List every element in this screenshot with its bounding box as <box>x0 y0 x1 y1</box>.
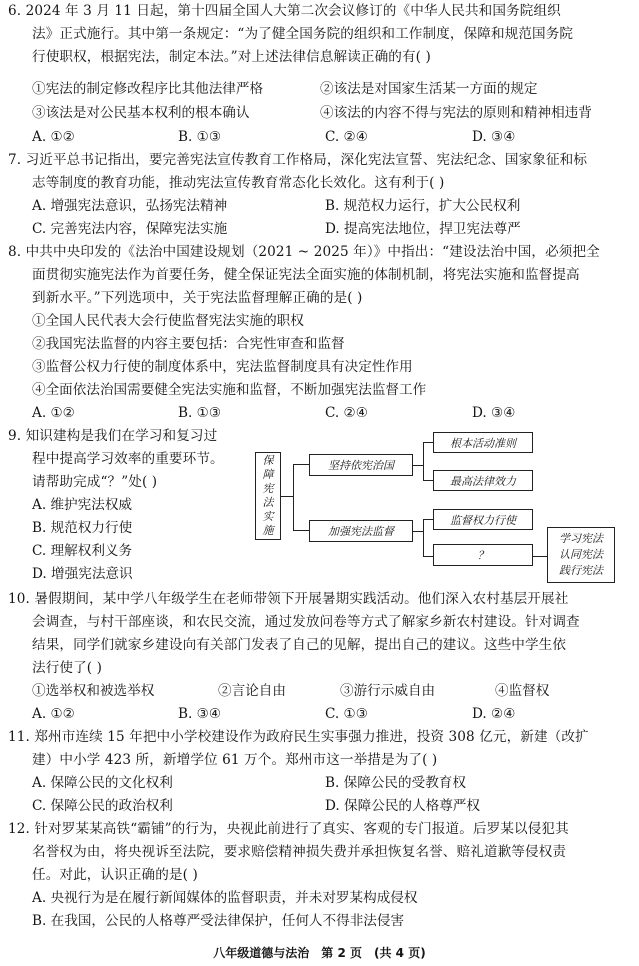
q9-stem-line-2: 程中提高学习效率的重要环节。 <box>32 451 224 467</box>
q8-stem-line-3: 到新水平。”下列选项中，关于宪法监督理解正确的是( ) <box>32 290 363 306</box>
q7-option-d: D. 提高宪法地位，捍卫宪法尊严 <box>325 221 521 237</box>
q10-option-d: D. ②④ <box>472 706 516 722</box>
q11-option-b: B. 保障公民的受教育权 <box>325 775 466 791</box>
connector <box>423 519 433 520</box>
diagram-leaf-line: 学习宪法 <box>559 532 603 545</box>
q9-option-a: A. 维护宪法权威 <box>32 497 133 513</box>
q6-statement-3: ③该法是对公民基本权利的根本确认 <box>32 105 250 121</box>
q8-statement-3: ③监督公权力行使的制度体系中，宪法监督制度具有决定性作用 <box>32 359 413 375</box>
q8-option-d: D. ③④ <box>472 405 516 421</box>
connector <box>293 464 294 530</box>
q8-statement-4: ④全面依法治国需要健全宪法实施和监督，不断加强宪法监督工作 <box>32 382 427 398</box>
connector <box>423 442 433 443</box>
q9-option-d: D. 增强宪法意识 <box>32 566 133 582</box>
connector <box>423 480 433 481</box>
q10-statement-4: ④监督权 <box>495 683 550 699</box>
diagram-branch-rule-by-constitution: 坚持依宪治国 <box>309 454 413 476</box>
diagram-leaf-question-mark: ？ <box>433 544 533 566</box>
q12-stem-line-2: 名誉权为由，将央视诉至法院，要求赔偿精神损失费并承担恢复名誉、赔礼道歉等侵权责 <box>32 844 567 860</box>
diagram-root-char: 障 <box>262 468 274 481</box>
connector <box>293 464 309 465</box>
diagram-root-char: 实 <box>262 510 274 523</box>
q10-stem-line-3: 结果，同学们就家乡建设向有关部门发表了自己的见解，提出自己的建议。这些中学生依 <box>32 637 567 653</box>
connector <box>423 519 424 556</box>
q10-option-b: B. ③④ <box>178 706 222 722</box>
q6-statement-2: ②该法是对国家生活某一方面的规定 <box>320 81 538 97</box>
q12-stem-line-3: 任。对此，认识正确的是( ) <box>32 867 198 883</box>
q10-option-a: A. ①② <box>32 706 75 722</box>
q7-stem-line-2: 志等制度的教育功能，推动宪法宣传教育常态化长效化。这有利于( ) <box>32 175 445 191</box>
diagram-root-char: 宪 <box>262 482 274 495</box>
q8-option-c: C. ②④ <box>325 405 368 421</box>
q10-option-c: C. ①③ <box>325 706 368 722</box>
q8-option-a: A. ①② <box>32 405 75 421</box>
q11-option-a: A. 保障公民的文化权利 <box>32 775 173 791</box>
page-footer: 八年级道德与法治 第 2 页 (共 4 页) <box>213 946 426 960</box>
diagram-root-char: 保 <box>262 454 274 467</box>
diagram-leaf-supervise-power: 监督权力行使 <box>433 509 533 530</box>
q6-option-d: D. ③④ <box>472 129 516 145</box>
q6-stem-line-3: 行使职权，根据宪法，制定本法。”对上述法律信息解读正确的有( ) <box>32 49 431 65</box>
q6-stem-line-2: 法》正式施行。其中第一条规定：“为了健全国务院的组织和工作制度，保障和规范国务院 <box>32 26 574 42</box>
q6-statement-4: ④该法的内容不得与宪法的原则和精神相违背 <box>320 105 592 121</box>
q12-option-b: B. 在我国，公民的人格尊严受法律保护，任何人不得非法侵害 <box>32 913 405 929</box>
connector <box>281 496 293 497</box>
q9-option-b: B. 规范权力行使 <box>32 520 133 536</box>
q9-stem-line-1: 9. 知识建构是我们在学习和复习过 <box>8 428 218 444</box>
q7-option-a: A. 增强宪法意识，弘扬宪法精神 <box>32 198 228 214</box>
diagram-branch-constitution-supervision: 加强宪法监督 <box>309 520 413 542</box>
diagram-leaf-learn-identify-practice <box>547 527 615 583</box>
q7-stem-line-1: 7. 习近平总书记指出，要完善宪法宣传教育工作格局，深化宪法宣誓、宪法纪念、国家象征和标 <box>8 152 588 168</box>
q12-option-a: A. 央视行为是在履行新闻媒体的监督职责，并未对罗某构成侵权 <box>32 890 418 906</box>
q11-stem-line-2: 建）中小学 423 所，新增学位 61 万个。郑州市这一举措是为了( ) <box>32 752 438 768</box>
connector <box>413 531 423 532</box>
q9-option-c: C. 理解权利义务 <box>32 543 133 559</box>
q9-stem-line-3: 请帮助完成“？”处( ) <box>32 474 158 490</box>
connector <box>413 465 423 466</box>
connector <box>533 556 547 557</box>
q11-stem-line-1: 11. 郑州市连续 15 年把中小学校建设作为政府民生实事强力推进，投资 308 亿元，新建（改扩 <box>8 729 589 745</box>
q10-statement-1: ①选举权和被选举权 <box>32 683 155 699</box>
connector <box>293 530 309 531</box>
connector <box>423 556 433 557</box>
diagram-leaf-supreme-legal-effect: 最高法律效力 <box>433 470 533 491</box>
q10-statement-2: ②言论自由 <box>218 683 286 699</box>
q6-option-b: B. ①③ <box>178 129 222 145</box>
q11-option-d: D. 保障公民的人格尊严权 <box>325 798 480 814</box>
q7-option-c: C. 完善宪法内容，保障宪法实施 <box>32 221 228 237</box>
diagram-root-box <box>255 452 281 540</box>
q11-option-c: C. 保障公民的政治权利 <box>32 798 173 814</box>
diagram-leaf-fundamental-norm: 根本活动准则 <box>433 432 533 453</box>
q10-statement-3: ③游行示威自由 <box>340 683 436 699</box>
q8-option-b: B. ①③ <box>178 405 222 421</box>
q12-stem-line-1: 12. 针对罗某某高铁“霸铺”的行为，央视此前进行了真实、客观的专门报道。后罗某以侵犯其 <box>8 821 569 837</box>
q10-stem-line-1: 10. 暑假期间，某中学八年级学生在老师带领下开展暑期实践活动。他们深入农村基层开展社 <box>8 591 569 607</box>
q8-statement-1: ①全国人民代表大会行使监督宪法实施的职权 <box>32 313 304 329</box>
q8-stem-line-2: 面贯彻实施宪法作为首要任务，健全保证宪法全面实施的体制机制，将宪法实施和监督提高 <box>32 267 580 283</box>
knowledge-structure-diagram <box>247 424 637 586</box>
q6-statement-1: ①宪法的制定修改程序比其他法律严格 <box>32 81 264 97</box>
connector <box>423 442 424 480</box>
q6-option-c: C. ②④ <box>325 129 368 145</box>
q8-statement-2: ②我国宪法监督的内容主要包括：合宪性审查和监督 <box>32 336 345 352</box>
q7-option-b: B. 规范权力运行，扩大公民权利 <box>325 198 521 214</box>
q8-stem-line-1: 8. 中共中央印发的《法治中国建设规划（2021 ~ 2025 年）》中指出：“建设法治中国，必须把全 <box>8 244 600 260</box>
q10-stem-line-4: 法行使了( ) <box>32 660 103 676</box>
diagram-root-char: 法 <box>262 496 274 509</box>
q6-stem-line-1: 6. 2024 年 3 月 11 日起，第十四届全国人大第二次会议修订的《中华人民共和国务院组织 <box>8 3 561 19</box>
q10-stem-line-2: 会调查，与村干部座谈，和农民交流，通过发放问卷等方式了解家乡新农村建设。针对调查 <box>32 614 580 630</box>
diagram-leaf-line: 认同宪法 <box>559 548 603 561</box>
diagram-root-char: 施 <box>262 524 274 537</box>
q6-option-a: A. ①② <box>32 129 75 145</box>
diagram-leaf-line: 践行宪法 <box>559 564 603 577</box>
